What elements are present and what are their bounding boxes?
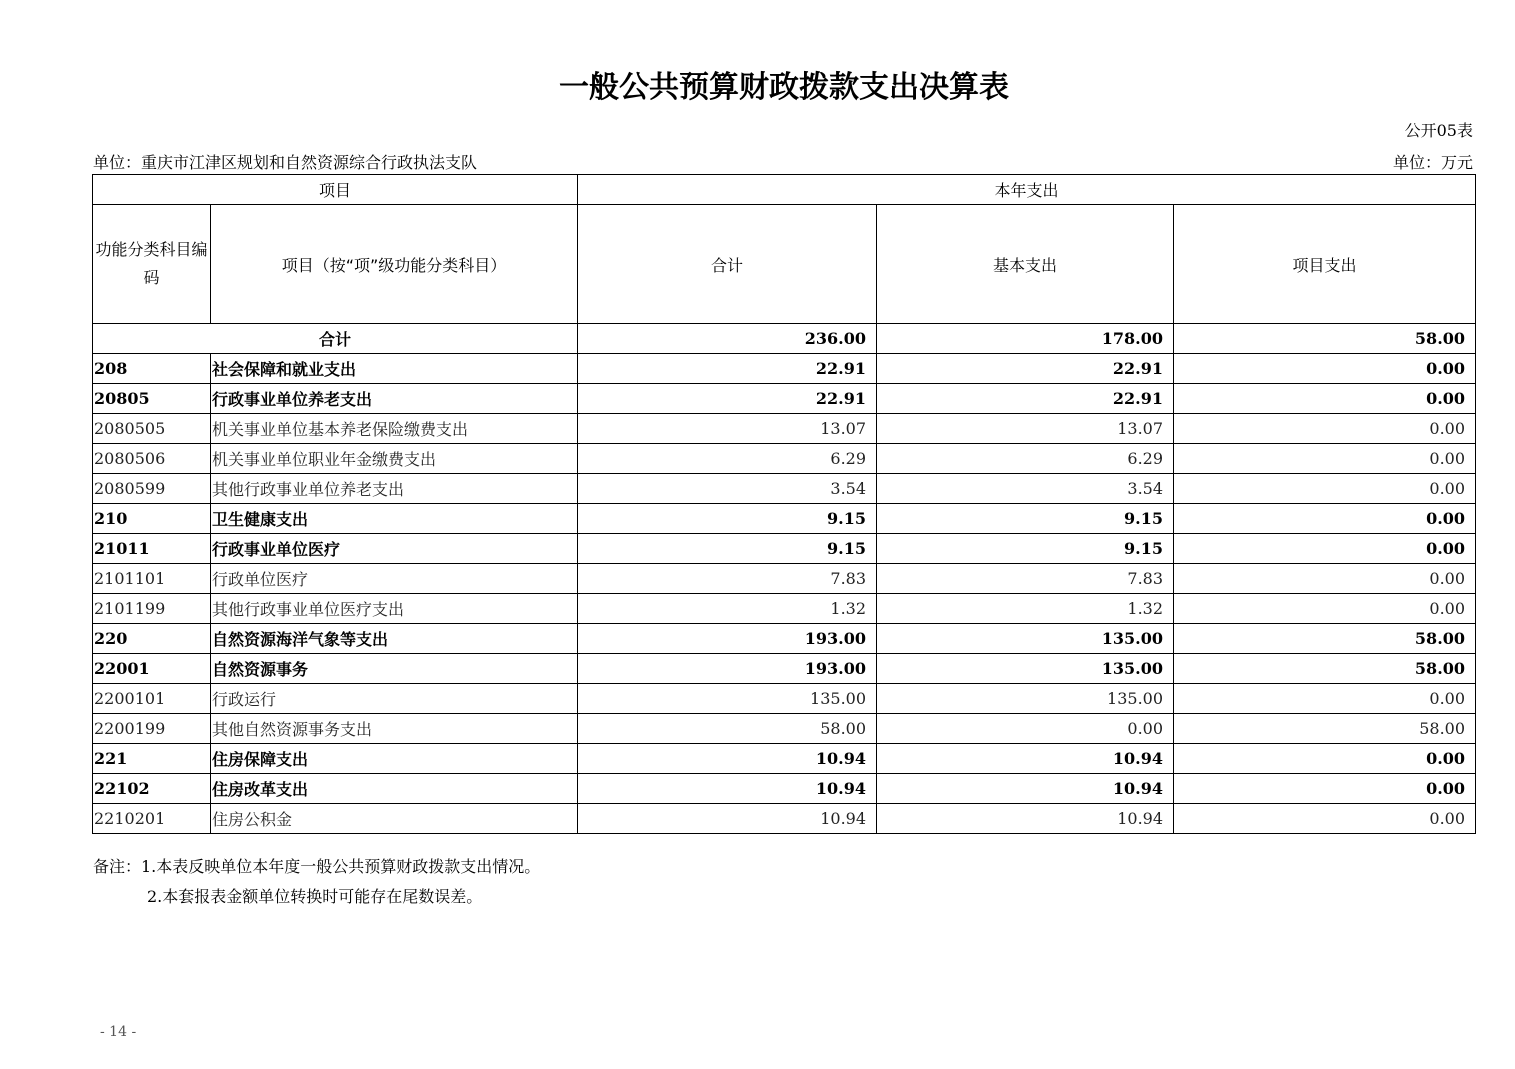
row-name: 行政单位医疗 (211, 564, 578, 594)
reporting-unit: 单位：重庆市江津区规划和自然资源综合行政执法支队 (93, 153, 478, 172)
row-code: 2080505 (93, 414, 211, 444)
row-code: 21011 (93, 534, 211, 564)
row-total: 22.91 (578, 384, 877, 414)
header-row-2 (93, 205, 1476, 324)
row-code: 22001 (93, 654, 211, 684)
row-basic: 22.91 (877, 354, 1174, 384)
row-project: 0.00 (1174, 504, 1476, 534)
header-item: 项目（按“项”级功能分类科目） (211, 205, 578, 324)
row-project: 0.00 (1174, 444, 1476, 474)
row-total: 13.07 (578, 414, 877, 444)
row-project: 0.00 (1174, 534, 1476, 564)
table-row (93, 384, 1476, 414)
row-project: 0.00 (1174, 354, 1476, 384)
row-project: 0.00 (1174, 594, 1476, 624)
row-basic: 135.00 (877, 654, 1174, 684)
page-title: 一般公共预算财政拨款支出决算表 (559, 70, 1009, 105)
total-label: 合计 (93, 324, 578, 354)
table-row (93, 804, 1476, 834)
note-line-2: 2.本套报表金额单位转换时可能存在尾数误差。 (147, 887, 483, 906)
row-project: 58.00 (1174, 624, 1476, 654)
row-total: 3.54 (578, 474, 877, 504)
note-line-1: 备注：1.本表反映单位本年度一般公共预算财政拨款支出情况。 (93, 857, 541, 876)
row-code: 208 (93, 354, 211, 384)
header-project-expense: 项目支出 (1174, 205, 1476, 324)
row-basic: 9.15 (877, 504, 1174, 534)
row-total: 58.00 (578, 714, 877, 744)
row-name: 住房保障支出 (211, 744, 578, 774)
row-total: 1.32 (578, 594, 877, 624)
row-project: 0.00 (1174, 564, 1476, 594)
row-project: 0.00 (1174, 804, 1476, 834)
total-row (93, 324, 1476, 354)
row-total: 22.91 (578, 354, 877, 384)
row-name: 住房改革支出 (211, 774, 578, 804)
table-row (93, 444, 1476, 474)
row-basic: 135.00 (877, 624, 1174, 654)
row-total: 9.15 (578, 504, 877, 534)
table-row (93, 414, 1476, 444)
row-basic: 6.29 (877, 444, 1174, 474)
table-row (93, 774, 1476, 804)
row-name: 自然资源海洋气象等支出 (211, 624, 578, 654)
row-project: 0.00 (1174, 774, 1476, 804)
row-basic: 10.94 (877, 804, 1174, 834)
row-project: 0.00 (1174, 684, 1476, 714)
table-row (93, 534, 1476, 564)
row-name: 行政事业单位医疗 (211, 534, 578, 564)
row-basic: 7.83 (877, 564, 1174, 594)
row-basic: 0.00 (877, 714, 1174, 744)
row-code: 2210201 (93, 804, 211, 834)
row-basic: 10.94 (877, 774, 1174, 804)
header-year-expense: 本年支出 (578, 175, 1476, 205)
row-total: 193.00 (578, 624, 877, 654)
row-basic: 1.32 (877, 594, 1174, 624)
row-code: 221 (93, 744, 211, 774)
row-project: 0.00 (1174, 384, 1476, 414)
table-row (93, 744, 1476, 774)
header-project: 项目 (93, 175, 578, 205)
total-project: 58.00 (1174, 324, 1476, 354)
row-name: 行政运行 (211, 684, 578, 714)
row-basic: 13.07 (877, 414, 1174, 444)
expense-table (92, 174, 1476, 834)
row-project: 58.00 (1174, 714, 1476, 744)
row-code: 2080506 (93, 444, 211, 474)
row-code: 2200101 (93, 684, 211, 714)
row-total: 193.00 (578, 654, 877, 684)
row-code: 220 (93, 624, 211, 654)
row-name: 其他行政事业单位医疗支出 (211, 594, 578, 624)
row-total: 7.83 (578, 564, 877, 594)
header-basic: 基本支出 (877, 205, 1174, 324)
row-code: 2101199 (93, 594, 211, 624)
row-code: 2101101 (93, 564, 211, 594)
row-total: 10.94 (578, 744, 877, 774)
table-row (93, 564, 1476, 594)
row-name: 行政事业单位养老支出 (211, 384, 578, 414)
total-basic: 178.00 (877, 324, 1174, 354)
row-name: 机关事业单位基本养老保险缴费支出 (211, 414, 578, 444)
row-name: 社会保障和就业支出 (211, 354, 578, 384)
row-code: 22102 (93, 774, 211, 804)
row-code: 210 (93, 504, 211, 534)
notes (93, 852, 540, 912)
table-row (93, 504, 1476, 534)
row-code: 2200199 (93, 714, 211, 744)
row-total: 10.94 (578, 774, 877, 804)
page-number: - 14 - (100, 1024, 137, 1040)
table-row (93, 624, 1476, 654)
header-row-1 (93, 175, 1476, 205)
header-total: 合计 (578, 205, 877, 324)
header-code: 功能分类科目编码 (93, 205, 211, 324)
row-project: 0.00 (1174, 744, 1476, 774)
row-name: 机关事业单位职业年金缴费支出 (211, 444, 578, 474)
row-code: 20805 (93, 384, 211, 414)
table-row (93, 654, 1476, 684)
row-project: 58.00 (1174, 654, 1476, 684)
table-row (93, 684, 1476, 714)
total-sum: 236.00 (578, 324, 877, 354)
table-row (93, 474, 1476, 504)
table-row (93, 354, 1476, 384)
row-name: 住房公积金 (211, 804, 578, 834)
table-row (93, 594, 1476, 624)
row-name: 卫生健康支出 (211, 504, 578, 534)
currency-unit: 单位：万元 (1392, 153, 1473, 172)
row-basic: 10.94 (877, 744, 1174, 774)
form-number: 公开05表 (1404, 121, 1473, 140)
row-project: 0.00 (1174, 474, 1476, 504)
row-total: 135.00 (578, 684, 877, 714)
row-total: 9.15 (578, 534, 877, 564)
row-project: 0.00 (1174, 414, 1476, 444)
row-name: 自然资源事务 (211, 654, 578, 684)
row-basic: 22.91 (877, 384, 1174, 414)
row-name: 其他自然资源事务支出 (211, 714, 578, 744)
row-basic: 135.00 (877, 684, 1174, 714)
row-name: 其他行政事业单位养老支出 (211, 474, 578, 504)
row-basic: 3.54 (877, 474, 1174, 504)
row-basic: 9.15 (877, 534, 1174, 564)
row-total: 10.94 (578, 804, 877, 834)
table-row (93, 714, 1476, 744)
row-total: 6.29 (578, 444, 877, 474)
row-code: 2080599 (93, 474, 211, 504)
